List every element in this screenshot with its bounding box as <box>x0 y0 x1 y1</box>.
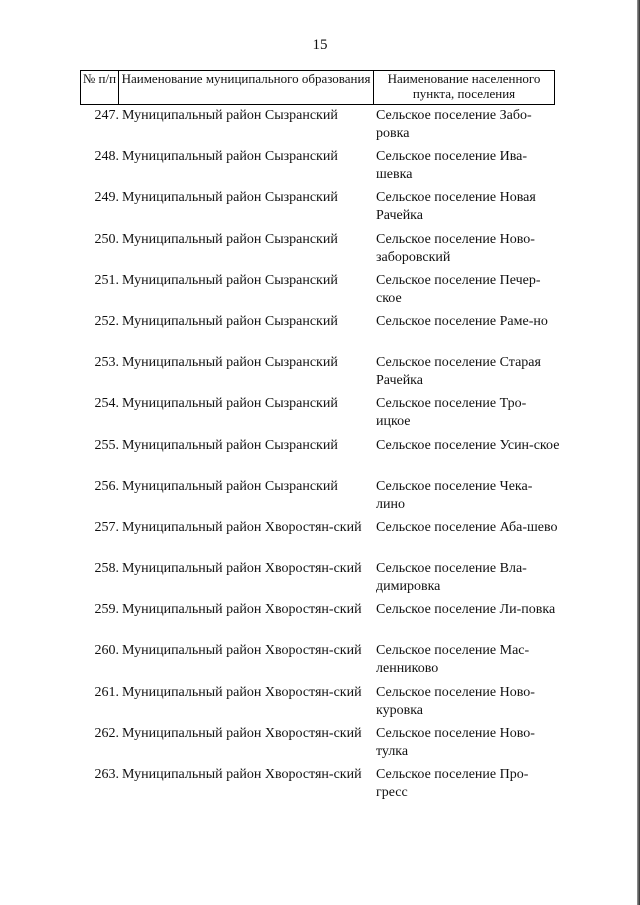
row-municipality: Муниципальный район Сызранский <box>122 149 338 165</box>
page-number: 15 <box>312 37 328 53</box>
row-settlement: Сельское поселение Чека-лино <box>376 478 533 512</box>
table-row <box>80 231 560 272</box>
table-row <box>80 684 560 725</box>
table-header <box>80 70 555 105</box>
row-settlement: Сельское поселение Раме-но <box>376 313 548 329</box>
row-municipality: Муниципальный район Хворостян-ский <box>122 725 362 741</box>
table-row <box>80 478 560 519</box>
table-row <box>80 354 560 395</box>
row-municipality: Муниципальный район Сызранский <box>122 437 338 453</box>
row-settlement: Сельское поселение Забо-ровка <box>376 108 532 141</box>
table-row <box>80 313 560 354</box>
table-row <box>80 519 560 560</box>
row-number: 257. <box>94 519 119 535</box>
table-row <box>80 766 560 807</box>
row-number: 259. <box>94 602 119 618</box>
row-number: 254. <box>94 396 119 412</box>
row-municipality: Муниципальный район Хворостян-ский <box>122 561 362 577</box>
row-settlement: Сельское поселение Ново-куровка <box>376 684 535 718</box>
row-number: 249. <box>94 190 119 206</box>
row-settlement: Сельское поселение Про-гресс <box>376 767 529 800</box>
row-municipality: Муниципальный район Сызранский <box>122 108 338 123</box>
table-row <box>80 437 560 478</box>
row-number: 252. <box>94 313 119 329</box>
row-number: 250. <box>94 231 119 247</box>
row-municipality: Муниципальный район Хворостян-ский <box>122 767 362 782</box>
row-number: 251. <box>94 272 119 288</box>
row-number: 263. <box>94 767 119 782</box>
header-settlement: Наименование населенного пункта, поселения <box>374 71 555 105</box>
row-settlement: Сельское поселение Ива-шевка <box>376 149 528 183</box>
table-row <box>80 560 560 601</box>
row-settlement: Сельское поселение Усин-ское <box>376 437 560 453</box>
table-row <box>80 642 560 683</box>
table-body <box>80 107 560 807</box>
row-settlement: Сельское поселение Аба-шево <box>376 519 558 535</box>
row-settlement: Сельское поселение Вла-димировка <box>376 561 527 595</box>
row-settlement: Сельское поселение Ли-повка <box>376 602 556 618</box>
row-municipality: Муниципальный район Сызранский <box>122 355 338 371</box>
row-number: 260. <box>94 643 119 659</box>
row-municipality: Муниципальный район Хворостян-ский <box>122 519 362 535</box>
row-settlement: Сельское поселение Ново-тулка <box>376 725 535 759</box>
row-municipality: Муниципальный район Сызранский <box>122 272 338 288</box>
header-num: № п/п <box>81 71 119 105</box>
row-municipality: Муниципальный район Хворостян-ский <box>122 684 362 700</box>
row-municipality: Муниципальный район Хворостян-ский <box>122 602 362 618</box>
row-number: 256. <box>94 478 119 494</box>
table-row <box>80 189 560 230</box>
row-number: 258. <box>94 561 119 577</box>
row-municipality: Муниципальный район Сызранский <box>122 478 338 494</box>
row-municipality: Муниципальный район Хворостян-ский <box>122 643 362 659</box>
row-settlement: Сельское поселение Старая Рачейка <box>376 355 541 389</box>
table-row <box>80 601 560 642</box>
row-number: 247. <box>94 108 119 123</box>
row-settlement: Сельское поселение Новая Рачейка <box>376 190 536 224</box>
row-municipality: Муниципальный район Сызранский <box>122 396 338 412</box>
row-settlement: Сельское поселение Тро-ицкое <box>376 396 527 430</box>
row-number: 253. <box>94 355 119 371</box>
row-number: 262. <box>94 725 119 741</box>
table-row <box>80 395 560 436</box>
row-municipality: Муниципальный район Сызранский <box>122 190 338 206</box>
table-row <box>80 272 560 313</box>
row-settlement: Сельское поселение Печер-ское <box>376 272 541 306</box>
row-settlement: Сельское поселение Ново-заборовский <box>376 231 535 265</box>
table-row <box>80 107 560 148</box>
row-settlement: Сельское поселение Мас-ленниково <box>376 643 530 677</box>
row-number: 261. <box>94 684 119 700</box>
row-number: 248. <box>94 149 119 165</box>
row-municipality: Муниципальный район Сызранский <box>122 313 338 329</box>
table-row <box>80 148 560 189</box>
row-municipality: Муниципальный район Сызранский <box>122 231 338 247</box>
row-number: 255. <box>94 437 119 453</box>
table-row <box>80 725 560 766</box>
header-municipality: Наименование муниципального образования <box>119 71 374 105</box>
